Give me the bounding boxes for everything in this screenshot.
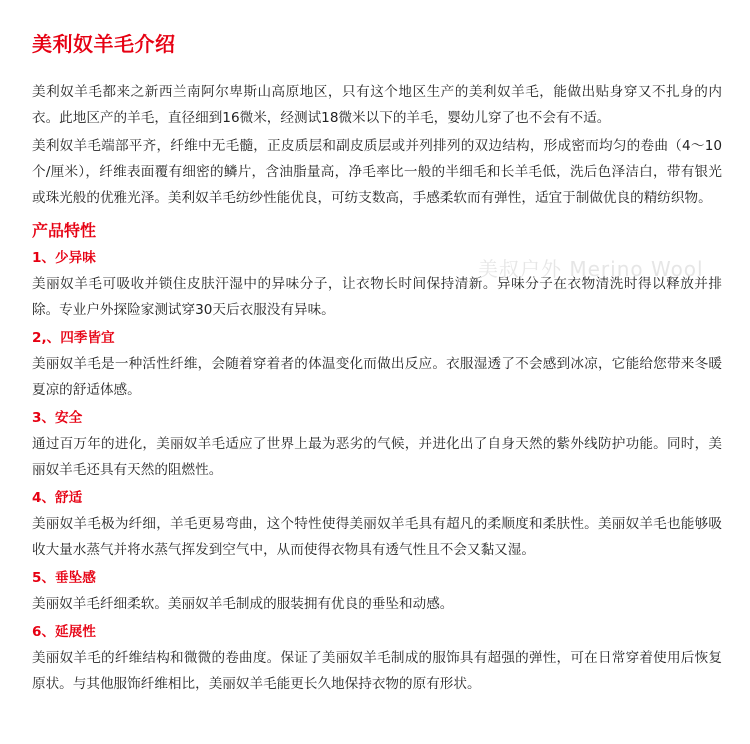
feature-item-5	[32, 567, 722, 617]
feature-item-2	[32, 327, 722, 403]
features-heading: 产品特性	[32, 221, 97, 240]
feature-title: 6、延展性	[32, 624, 96, 640]
feature-title: 3、安全	[32, 410, 83, 426]
feature-title: 4、舒适	[32, 490, 83, 506]
feature-item-3	[32, 407, 722, 483]
feature-text: 美丽奴羊毛是一种活性纤维，会随着穿着者的体温变化而做出反应。衣服湿透了不会感到冰凉，它能给您带来冬暖夏凉的舒适体感。	[32, 356, 722, 398]
intro-paragraph-2: 美利奴羊毛端部平齐，纤维中无毛髓，正皮质层和副皮质层或并列排列的双边结构，形成密而均匀的卷曲（4～10个/厘米），纤维表面覆有细密的鳞片，含油脂量高，净毛率比一般的半细毛和长羊毛低，洗后色泽洁白，带有银光或珠光般的优雅光泽。美利奴羊毛纺纱性能优良，可纺支数高，手感柔软而有弹性，适宜于制做优良的精纺织物。	[32, 138, 722, 206]
feature-text: 美丽奴羊毛极为纤细，羊毛更易弯曲，这个特性使得美丽奴羊毛具有超凡的柔顺度和柔肤性。美丽奴羊毛也能够吸收大量水蒸气并将水蒸气挥发到空气中，从而使得衣物具有透气性且不会又黏又湿。	[32, 516, 722, 558]
feature-title: 1、少异味	[32, 250, 96, 266]
feature-item-4	[32, 487, 722, 563]
feature-title: 5、垂坠感	[32, 570, 96, 586]
watermark: 美叔户外 Merino Wool	[478, 257, 704, 281]
feature-text: 通过百万年的进化，美丽奴羊毛适应了世界上最为恶劣的气候，并进化出了自身天然的紫外线防护功能。同时，美丽奴羊毛还具有天然的阻燃性。	[32, 436, 722, 478]
page-title: 美利奴羊毛介绍	[32, 32, 176, 56]
feature-item-6	[32, 621, 722, 697]
feature-title: 2,、四季皆宜	[32, 330, 115, 346]
feature-text: 美丽奴羊毛可吸收并锁住皮肤汗湿中的异味分子，让衣物长时间保持清新。异味分子在衣物清洗时得以释放并排除。专业户外探险家测试穿30天后衣服没有异味。	[32, 276, 722, 318]
feature-text: 美丽奴羊毛纤细柔软。美丽奴羊毛制成的服装拥有优良的垂坠和动感。	[32, 596, 454, 612]
article	[32, 30, 722, 699]
intro-paragraph-1: 美利奴羊毛都来之新西兰南阿尔卑斯山高原地区，只有这个地区生产的美利奴羊毛，能做出贴身穿又不扎身的内衣。此地区产的羊毛，直径细到16微米，经测试18微米以下的羊毛，婴幼儿穿了也不会有不适。	[32, 84, 722, 126]
feature-text: 美丽奴羊毛的纤维结构和微微的卷曲度。保证了美丽奴羊毛制成的服饰具有超强的弹性，可在日常穿着使用后恢复原状。与其他服饰纤维相比，美丽奴羊毛能更长久地保持衣物的原有形状。	[32, 650, 722, 692]
